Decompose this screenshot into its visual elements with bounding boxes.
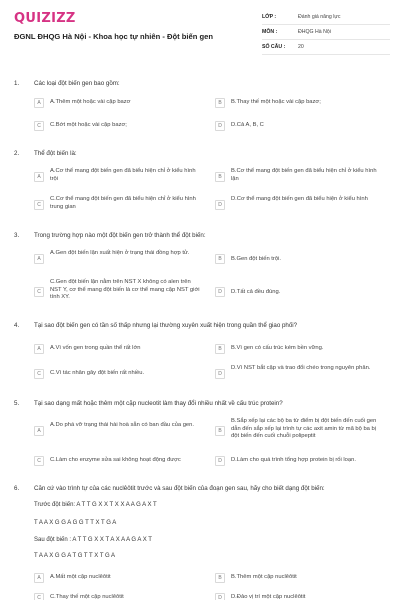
option-text: B.Thay thế một hoặc vài cặp bazơ; [231,99,321,105]
option-letter: C [34,121,44,131]
worksheet-title: ĐGNL ĐHQG Hà Nội - Khoa học tự nhiên - Đột biến gen [14,32,213,41]
question-number: 6. [14,485,20,492]
worksheet-meta [262,10,390,55]
option-text: B.Thêm một cặp nuclêôtit [231,574,297,580]
option-letter: A [34,172,44,182]
question-number: 1. [14,80,20,87]
option-text: C.Thay thế một cặp nuclêôtit [50,594,124,600]
question-text: Căn cứ vào trình tự của các nuclêôtit trước và sau đột biến của đoạn gen sau, hãy cho biết dạng đột biến: [34,485,325,492]
sequence-before: Trước đột biến: A T T G X X T X X A A G A X T [34,502,157,508]
question-number: 3. [14,232,20,239]
question-number: 5. [14,400,20,407]
option-text: C.Vì tác nhân gây đột biến rất nhiều. [50,370,145,376]
question-text: Tại sao đột biến gen có tần số thấp nhưng lại thường xuyên xuất hiện trong quần thể giao phối? [34,322,298,329]
option-text: A.Thêm một hoặc vài cặp bazơ [50,99,131,105]
question-text: Các loại đột biến gen bao gồm: [34,80,120,87]
option-text: B.Cơ thể mang đột biến gen đã biểu hiện chỉ ở kiểu hình lặn [231,168,377,182]
option-text: C.Cơ thể mang đột biến gen đã biểu hiện chỉ ở kiểu hình trung gian [50,196,196,210]
option-text: A.Mất một cặp nuclêôtit [50,574,111,580]
option-text: D.Đảo vị trí một cặp nuclêôtit [231,594,306,600]
meta-row-count [262,40,390,55]
option-text: B.Vì gen có cấu trúc kém bền vững. [231,345,324,351]
option-text: C.Làm cho enzyme sửa sai không hoạt động được [50,457,181,463]
option-letter: D [215,200,225,210]
sequence-after-complement: T A A X G G A T G T T X T G A [34,553,116,559]
option-letter: A [34,98,44,108]
option-letter: C [34,593,44,600]
option-letter: D [215,593,225,600]
meta-row-class [262,10,390,25]
meta-row-subject [262,25,390,40]
meta-key: LỚP : [262,14,277,20]
option-letter: C [34,200,44,210]
meta-value: ĐHQG Hà Nội [298,29,331,35]
option-letter: A [34,344,44,354]
option-letter: A [34,426,44,436]
meta-key: SỐ CÂU : [262,44,286,50]
sequence-after: Sau đột biến : A T T G X X T A X A A G A X T [34,537,152,543]
question-text: Trong trường hợp nào một đột biến gen trở thành thể đột biến: [34,232,206,239]
question-text: Thể đột biến là: [34,150,77,157]
quizizz-logo: QUIZIZZ [14,11,76,26]
option-text: A.Gen đột biến lặn xuất hiện ở trạng thái đồng hợp tử. [50,250,190,256]
option-text: D.Tất cả đều đúng. [231,289,281,295]
option-letter: B [215,573,225,583]
option-text: C.Bớt một hoặc vài cặp bazơ; [50,122,127,128]
option-letter: B [215,98,225,108]
question-number: 2. [14,150,20,157]
meta-value: 20 [298,44,304,50]
option-text: B.Gen đột biến trội. [231,256,281,262]
option-letter: D [215,456,225,466]
option-text: C.Gen đột biến lặn nằm trên NST X không có alen trên NST Y, cơ thể mang đột biến là cơ thể mang cặp NST giới tính XY. [50,279,200,300]
option-letter: B [215,172,225,182]
option-letter: C [34,287,44,297]
option-text: A.Cơ thể mang đột biến gen đã biểu hiện chỉ ở kiểu hình trội [50,168,196,182]
meta-value: Đánh giá năng lực [298,14,341,20]
option-text: A.Vì vốn gen trong quần thể rất lớn [50,345,141,351]
option-letter: A [34,254,44,264]
option-letter: B [215,344,225,354]
option-letter: C [34,369,44,379]
option-letter: D [215,121,225,131]
option-text: D.Vì NST bắt cặp và trao đổi chéo trong nguyên phân. [231,365,371,371]
sequence-before-complement: T A A X G G A G G T T X T G A [34,520,117,526]
option-letter: D [215,369,225,379]
question-number: 4. [14,322,20,329]
option-text: D.Cơ thể mang đột biến gen đã biểu hiện ở kiểu hình [231,196,368,202]
option-text: D.Làm cho quá trình tổng hợp protein bị rối loạn. [231,457,356,463]
option-letter: A [34,573,44,583]
option-text: D.Cả A, B, C [231,122,264,128]
option-letter: B [215,426,225,436]
option-letter: D [215,287,225,297]
worksheet-header [0,0,400,62]
option-text: B.Sắp xếp lại các bộ ba từ điểm bị đột biến đến cuối gen dẫn đến sắp xếp lại trình tự các axit amin từ mã bộ ba bị đột biến đến cuối chuỗi polipeptit [231,418,377,439]
question-text: Tại sao dạng mất hoặc thêm một cặp nucleotit làm thay đổi nhiều nhất về cấu trúc protein? [34,400,283,407]
option-letter: B [215,254,225,264]
meta-key: MÔN : [262,29,278,35]
option-text: A.Do phá vỡ trạng thái hài hoà sẵn có ban đầu của gen. [50,422,194,428]
option-letter: C [34,456,44,466]
